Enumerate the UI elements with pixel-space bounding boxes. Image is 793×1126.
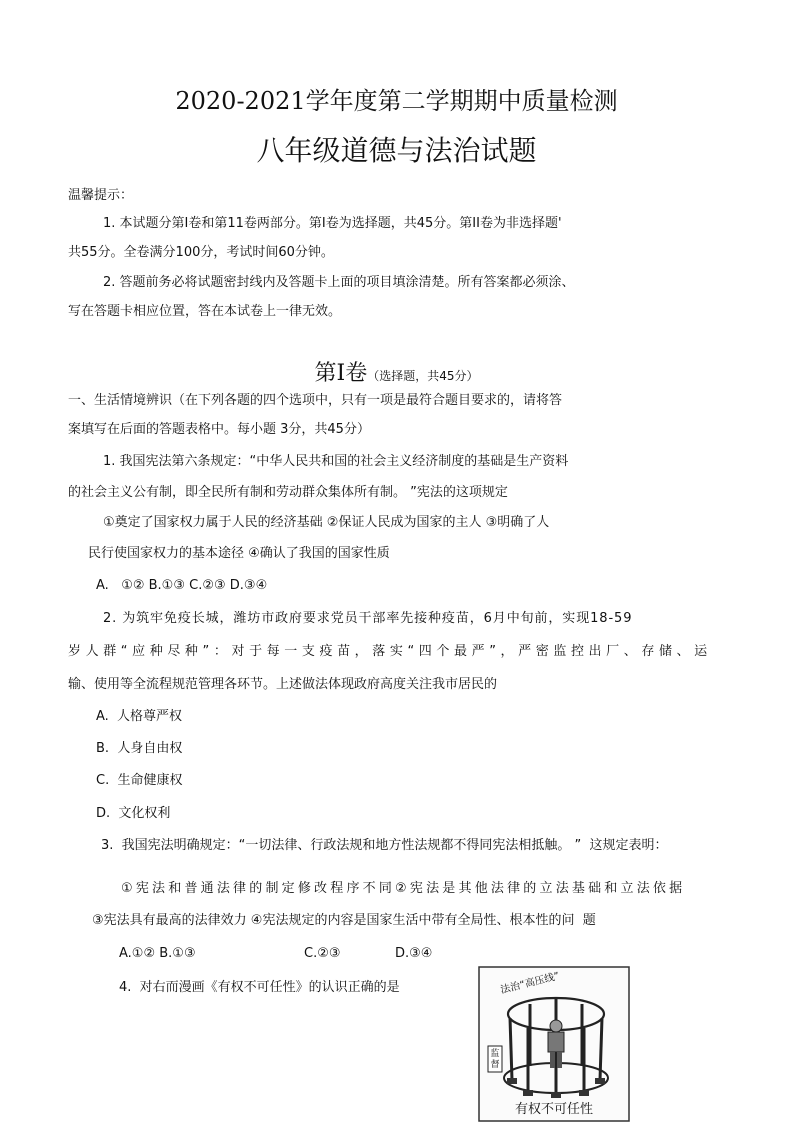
cartoon-caption: 有权不可任性 — [514, 1102, 593, 1117]
section-title — [0, 356, 793, 387]
q3-option-ab: A.①② B.①③ — [119, 946, 196, 961]
section-intro-line1: 一、生活情境辨识（在下列各题的四个选项中，只有一项是最符合题目要求的，请将答 — [68, 393, 563, 408]
q3-line1: 3. 我国宪法明确规定：“一切法律、行政法规和地方性法规都不得同宪法相抵触。 ” 这规定表明： — [101, 838, 668, 853]
q1-line1: 1. 我国宪法第六条规定：“中华人民共和国的社会主义经济制度的基础是生产资料 — [103, 454, 569, 469]
notice-item1-line2: 共55分。全卷满分100分，考试时间60分钟。 — [68, 245, 334, 260]
q3-line2: ①宪法和普通法律的制定修改程序不同②宪法是其他法律的立法基础和立法依据 — [121, 881, 686, 896]
q4-line1: 4. 对右而漫画《有权不可任性》的认识正确的是 — [119, 980, 400, 995]
section-intro-line2: 案填写在后面的答题表格中。每小题 3分，共45分） — [68, 422, 370, 437]
cartoon-side-label-1: 监 — [490, 1049, 500, 1059]
notice-item2-line2: 写在答题卡相应位置，答在本试卷上一律无效。 — [68, 304, 342, 319]
q2-line2: 岁人群“应种尽种”：对于每一支疫苗，落实“四个最严”，严密监控出厂、存储、运 — [68, 644, 712, 659]
notice-item1-line1: 1. 本试题分第I卷和第11卷两部分。第I卷为选择题，共45分。第II卷为非选择题' — [103, 216, 562, 231]
q2-option-b: B. 人身自由权 — [96, 741, 183, 756]
q3-option-c: C.②③ — [304, 946, 341, 961]
q1-line3: ①奠定了国家权力属于人民的经济基础 ②保证人民成为国家的主人 ③明确了人 — [103, 515, 550, 530]
cartoon-top-label: 法治“高压线” — [499, 970, 561, 997]
section-note: （选择题，共45分） — [367, 369, 479, 383]
notice-heading: 温馨提示： — [68, 188, 134, 203]
q3-line3: ③宪法具有最高的法律效力 ④宪法规定的内容是国家生活中带有全局性、根本性的问 题 — [92, 913, 596, 928]
q2-line1: 2. 为筑牢免疫长城，潍坊市政府要求党员干部率先接种疫苗，6月中旬前，实现18-59 — [103, 611, 633, 626]
q3-option-d: D.③④ — [395, 946, 433, 961]
q2-option-c: C. 生命健康权 — [96, 773, 183, 788]
exam-subtitle: 八年级道德与法治试题 — [256, 134, 537, 167]
q2-option-a: A. 人格尊严权 — [96, 709, 183, 724]
q1-line4: 民行使国家权力的基本途径 ④确认了我国的国家性质 — [88, 546, 390, 561]
cartoon-side-label-2: 督 — [490, 1060, 500, 1070]
q2-option-d: D. 文化权利 — [96, 806, 171, 821]
q1-options: A. ①② B.①③ C.②③ D.③④ — [96, 578, 268, 593]
exam-title: 2020-2021学年度第二学期期中质量检测 — [175, 87, 618, 115]
cartoon-image — [478, 966, 630, 1122]
section-name: 第I卷 — [314, 361, 368, 386]
notice-item2-line1: 2. 答题前务必将试题密封线内及答题卡上面的项目填涂清楚。所有答案都必须涂、 — [103, 275, 575, 290]
q1-line2: 的社会主义公有制，即全民所有制和劳动群众集体所有制。 ”宪法的这项规定 — [68, 485, 508, 500]
q2-line3: 输、使用等全流程规范管理各环节。上述做法体现政府高度关注我市居民的 — [68, 677, 498, 692]
